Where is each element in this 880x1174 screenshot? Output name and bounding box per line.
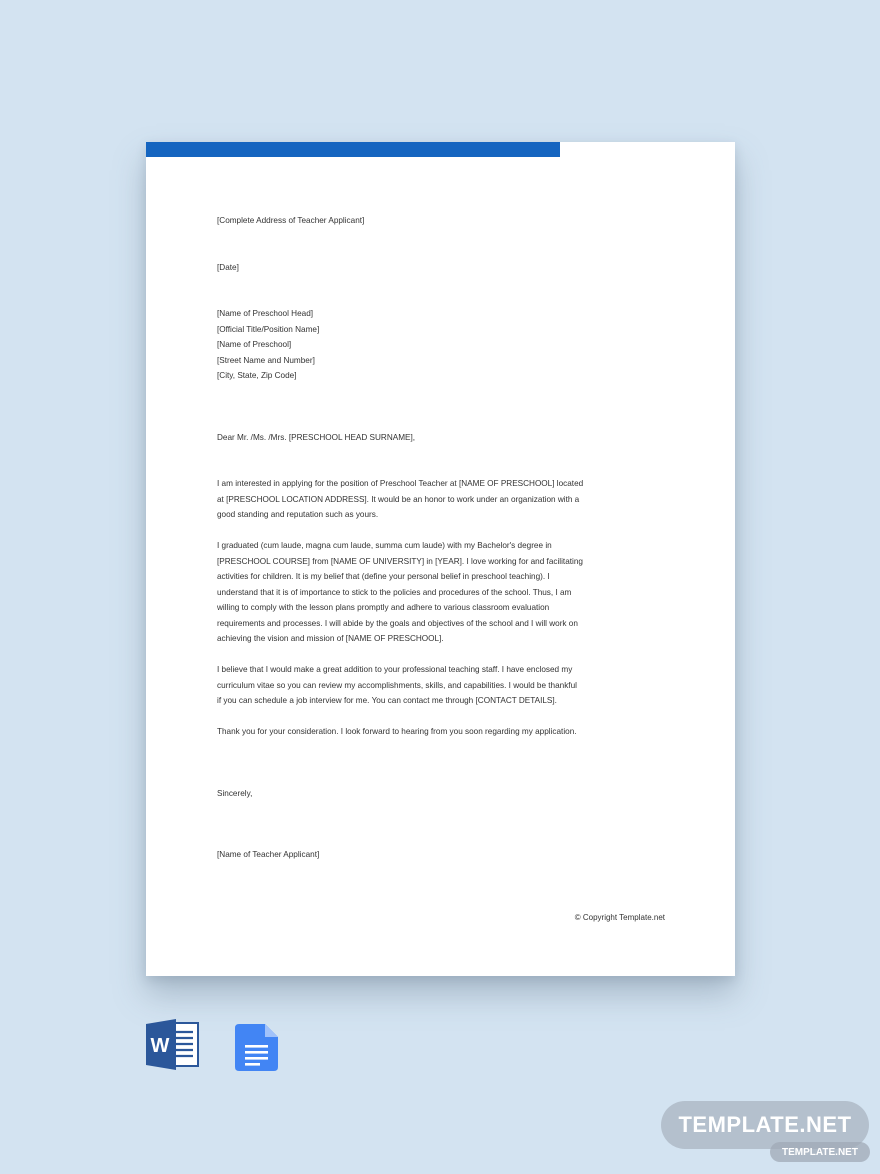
paragraph-line: Thank you for your consideration. I look forward to hearing from you soon regarding my application. [217,727,577,736]
word-icon-graphic [146,1019,200,1070]
paragraph-line: achieving the vision and mission of [NAME OF PRESCHOOL]. [217,634,444,643]
paragraph-line: activities for children. It is my belief that (define your personal belief in preschool teaching). I [217,572,550,581]
letter-body [217,213,667,863]
paragraph-line: willing to comply with the lesson plans promptly and adhere to various classroom evaluation [217,603,550,612]
google-docs-icon[interactable] [235,1024,278,1071]
signature-name: [Name of Teacher Applicant] [217,850,320,859]
paragraph-line: I graduated (cum laude, magna cum laude, summa cum laude) with my Bachelor's degree in [217,541,552,550]
recipient-block [217,306,667,384]
copyright-notice: © Copyright Template.net [574,913,665,922]
closing: Sincerely, [217,788,253,798]
body-paragraph [217,662,667,709]
recipient-line: [Street Name and Number] [217,355,315,365]
paragraph-line: I believe that I would make a great addition to your professional teaching staff. I have enclosed my [217,665,573,674]
recipient-line: [Official Title/Position Name] [217,324,320,334]
paragraph-line: [PRESCHOOL COURSE] from [NAME OF UNIVERSITY] in [YEAR]. I love working for and facilitating [217,556,583,566]
recipient-line: [City, State, Zip Code] [217,371,297,380]
recipient-line: [Name of Preschool Head] [217,309,314,318]
paragraph-line: understand that it is of importance to stick to the policies and procedures of the school. Thus, I am [217,587,572,597]
paragraph-line: at [PRESCHOOL LOCATION ADDRESS]. It would be an honor to work under an organization with a [217,494,580,504]
header-accent-bar [146,142,560,157]
word-icon[interactable] [146,1019,200,1070]
salutation: Dear Mr. /Ms. /Mrs. [PRESCHOOL HEAD SURNAME], [217,432,416,442]
word-icon-letter: W [150,1035,170,1057]
sender-address: [Complete Address of Teacher Applicant] [217,216,365,225]
body-paragraph [217,724,667,740]
body-paragraph [217,476,667,523]
letter-date: [Date] [217,262,239,272]
google-docs-icon-graphic [235,1024,278,1071]
recipient-line: [Name of Preschool] [217,340,292,349]
paragraph-line: if you can schedule a job interview for me. You can contact me through [CONTACT DETAILS]. [217,696,557,705]
body-paragraph [217,538,667,647]
letter-page [146,142,735,976]
paragraph-line: good standing and reputation such as yours. [217,510,379,519]
template-net-watermark: TEMPLATE.NET [661,1101,869,1149]
paragraph-line: I am interested in applying for the position of Preschool Teacher at [NAME OF PRESCHOOL] located [217,479,584,488]
paragraph-line: requirements and processes. I will abide by the goals and objectives of the school and I will work on [217,618,578,628]
paragraph-line: curriculum vitae so you can review my accomplishments, skills, and capabilities. I would be thankful [217,680,577,690]
template-net-watermark-small: TEMPLATE.NET [770,1142,870,1162]
